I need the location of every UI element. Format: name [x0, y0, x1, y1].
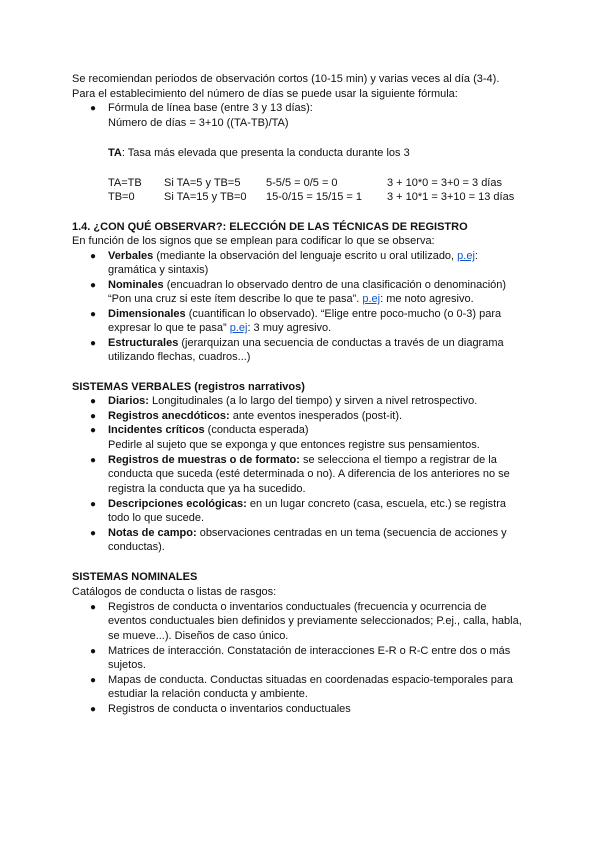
bullet-icon: ● [90, 602, 97, 613]
ta-label: TA [108, 147, 122, 159]
bullet-icon: ● [90, 280, 97, 291]
list-item-dimensionales: Dimensionales (cuantifican lo observado). “Elige entre poco-mucho (o 0-3) para [108, 308, 502, 320]
list-item-registros-cont: eventos conductuales bien definidos y previamente seleccionados; P.ej., calla, habla, [108, 615, 522, 627]
list-item-estructurales-cont: utilizando flechas, cuadros...) [108, 351, 251, 363]
bullet-icon: ● [90, 411, 97, 422]
section-nominales-title: SISTEMAS NOMINALES [72, 571, 198, 583]
table-cell: Si TA=15 y TB=0 [164, 191, 247, 203]
list-item-notas-cont: conductas). [108, 541, 165, 553]
ta-definition [108, 146, 410, 160]
bullet-icon: ● [90, 646, 97, 657]
pej-link[interactable]: p.ej [362, 293, 381, 305]
table-cell: 15-0/15 = 15/15 = 1 [266, 191, 363, 203]
bullet-icon: ● [90, 103, 97, 114]
bullet-icon: ● [90, 251, 97, 262]
list-item-nominales: Nominales (encuadran lo observado dentro de una clasificación o denominación) [108, 279, 507, 291]
section-verbales-title: SISTEMAS VERBALES (registros narrativos) [72, 381, 305, 393]
list-item-mapas-cont: estudiar la relación conducta y ambiente. [108, 688, 308, 700]
table-cell: TA=TB [108, 177, 142, 189]
list-item-matrices-cont: sujetos. [108, 659, 146, 671]
table-cell: 5-5/5 = 0/5 = 0 [266, 177, 338, 189]
list-item-registros-2: Registros de conducta o inventarios conductuales [108, 703, 351, 715]
bullet-icon: ● [90, 338, 97, 349]
list-item-muestras: Registros de muestras o de formato: se selecciona el tiempo a registrar de la [108, 454, 497, 466]
ta-text: : Tasa más elevada que presenta la conducta durante los 3 [121, 147, 410, 159]
bullet-icon: ● [90, 704, 97, 715]
formula-line: Número de días = 3+10 ((TA-TB)/TA) [108, 117, 289, 129]
intro-line-1: Se recomiendan periodos de observación cortos (10-15 min) y varias veces al día (3-4). [72, 73, 500, 85]
list-item-incidentes: Incidentes críticos (conducta esperada) [108, 424, 309, 436]
list-item-registros: Registros de conducta o inventarios conductuales (frecuencia y ocurrencia de [108, 601, 487, 613]
list-item-muestras-cont: registra la conducta que ya ha sucedido. [108, 483, 306, 495]
table-cell: 3 + 10*1 = 3+10 = 13 días [387, 191, 515, 203]
list-item-matrices: Matrices de interacción. Constatación de interacciones E-R o R-C entre dos o más [108, 645, 511, 657]
bullet-icon: ● [90, 455, 97, 466]
list-item-verbales-cont: gramática y sintaxis) [108, 264, 209, 276]
section-1-4-intro: En función de los signos que se emplean para codificar lo que se observa: [72, 235, 435, 247]
list-item-dimensionales-cont: expresar lo que te pasa” p.ej: 3 muy agresivo. [108, 322, 332, 334]
table-cell: Si TA=5 y TB=5 [164, 177, 241, 189]
list-item-anecdoticos: Registros anecdóticos: ante eventos inesperados (post-it). [108, 410, 403, 422]
bullet-icon: ● [90, 675, 97, 686]
bullet-icon: ● [90, 528, 97, 539]
bullet-icon: ● [90, 309, 97, 320]
formula-bullet: Fórmula de línea base (entre 3 y 13 días): [108, 102, 313, 114]
intro-line-2: Para el establecimiento del número de días se puede usar la siguiente fórmula: [72, 88, 458, 100]
list-item-diarios: Diarios: Longitudinales (a lo largo del tiempo) y sirven a nivel retrospectivo. [108, 395, 478, 407]
pej-link[interactable]: p.ej [457, 250, 475, 262]
list-item-ecologicas: Descripciones ecológicas: en un lugar concreto (casa, escuela, etc.) se registra [108, 498, 507, 510]
list-item-nominales-cont: “Pon una cruz si este ítem describe lo que te pasa”. p.ej: me noto agresivo. [108, 293, 474, 305]
bullet-icon: ● [90, 396, 97, 407]
list-item-registros-cont: se mueve...). Diseños de caso único. [108, 630, 289, 642]
list-item-ecologicas-cont: todo lo que sucede. [108, 512, 205, 524]
bullet-icon: ● [90, 425, 97, 436]
list-item-incidentes-cont: Pedirle al sujeto que se exponga y que entonces registre sus pensamientos. [108, 439, 480, 451]
section-1-4-title: 1.4. ¿CON QUÉ OBSERVAR?: ELECCIÓN DE LAS TÉCNICAS DE REGISTRO [72, 221, 468, 233]
bullet-icon: ● [90, 499, 97, 510]
table-cell: 3 + 10*0 = 3+0 = 3 días [387, 177, 502, 189]
list-item-muestras-cont: conducta que suceda (esté determinada o no). A diferencia de los anteriores no se [108, 468, 510, 480]
pej-link[interactable]: p.ej [229, 322, 248, 334]
list-item-verbales: Verbales (mediante la observación del lenguaje escrito u oral utilizado, p.ej: [108, 250, 478, 262]
table-cell: TB=0 [108, 191, 135, 203]
list-item-notas: Notas de campo: observaciones centradas en un tema (secuencia de acciones y [108, 527, 507, 539]
section-nominales-intro: Catálogos de conducta o listas de rasgos: [72, 586, 277, 598]
list-item-estructurales: Estructurales (jerarquizan una secuencia de conductas a través de un diagrama [108, 337, 504, 349]
list-item-mapas: Mapas de conducta. Conductas situadas en coordenadas espacio-temporales para [108, 674, 513, 686]
